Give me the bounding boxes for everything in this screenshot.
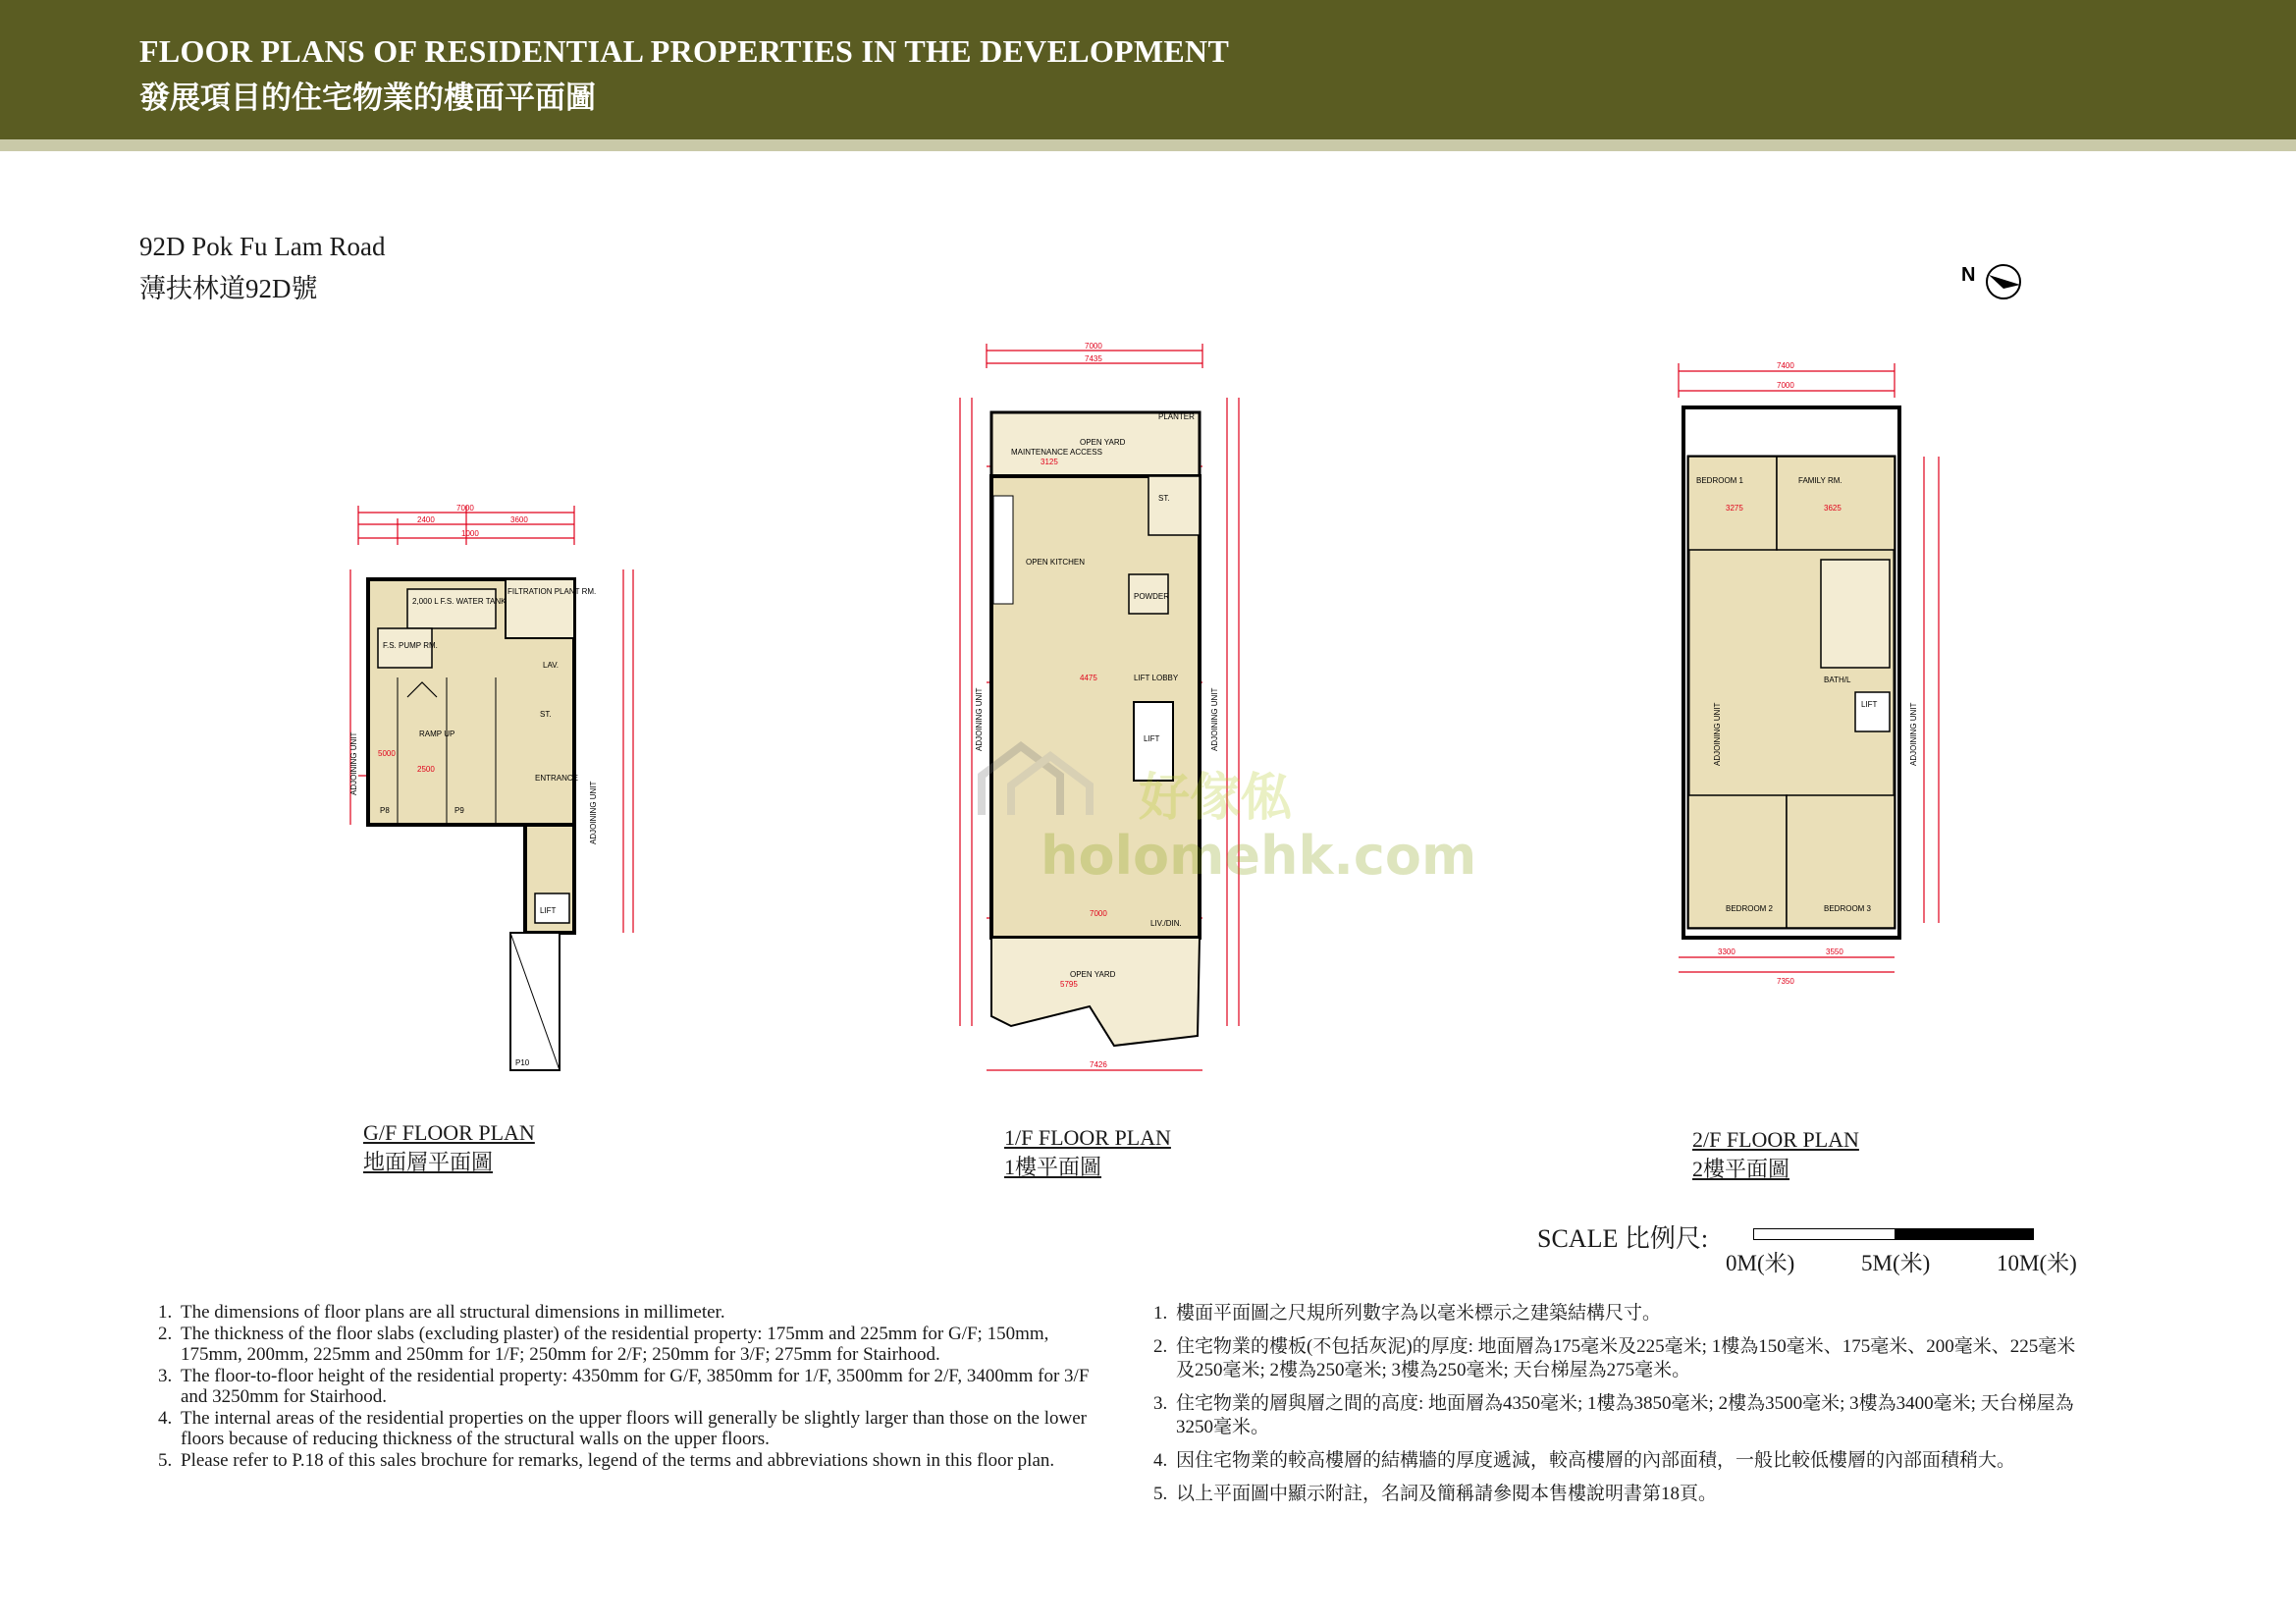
1f-dim-e: 5795 (1060, 980, 1078, 989)
gf-dim-c: 5000 (378, 749, 396, 758)
gf-dim-width: 7000 (456, 504, 474, 513)
notes-english (143, 1302, 1105, 1472)
2f-caption (1692, 1127, 1859, 1183)
1f-adjoining-left: ADJOINING UNIT (975, 687, 984, 751)
2f-dim-d: 3550 (1826, 947, 1843, 956)
note-en-2: 2. The thickness of the floor slabs (excluding plaster) of the residential property: 175mm and 225mm for G/F; 150mm, 175mm, 200mm, 225mm and 250mm for 1/F; 250mm for 2/F; 250mm for 3/F; 275mm for Stairhood. (177, 1324, 1105, 1365)
gf-dim-b: 3600 (510, 515, 528, 524)
2f-room-bedroom-1: BEDROOM 1 (1696, 476, 1744, 485)
gf-adjoining-right: ADJOINING UNIT (589, 781, 598, 844)
2f-room-bath: BATH/L (1824, 676, 1851, 684)
1f-plan-body (991, 412, 1200, 1046)
header-stripe (0, 139, 2296, 151)
header-title-zh: 發展項目的住宅物業的樓面平面圖 (139, 81, 596, 115)
1f-dim-c: 7000 (1090, 909, 1107, 918)
gf-room-water-tank: 2,000 L F.S. WATER TANK (412, 597, 507, 606)
2f-caption-zh: 2樓平面圖 (1692, 1157, 1790, 1181)
2f-dim-c: 3300 (1718, 947, 1735, 956)
gf-caption-zh: 地面層平面圖 (363, 1150, 494, 1174)
note-zh-5: 5. 以上平面圖中顯示附註，名詞及簡稱請參閱本售樓說明書第18頁。 (1172, 1483, 2076, 1506)
gf-room-st: ST. (540, 710, 552, 719)
1f-caption-zh: 1樓平面圖 (1004, 1155, 1102, 1179)
gf-dim-a: 2400 (417, 515, 435, 524)
note-zh-3: 3. 住宅物業的層與層之間的高度: 地面層為4350毫米; 1樓為3850毫米; 2樓為3500毫米; 3樓為3400毫米; 天台梯屋為3250毫米。 (1172, 1392, 2076, 1439)
1f-room-planter: PLANTER (1158, 412, 1195, 421)
address-zh: 薄扶林道92D號 (139, 274, 318, 303)
gf-adjoining-left: ADJOINING UNIT (349, 731, 358, 795)
watermark-en: holomehk.com (1041, 825, 1477, 887)
watermark-zh: 好傢俬 (1139, 769, 1293, 828)
gf-room-p9: P9 (454, 806, 464, 815)
gf-room-pump: F.S. PUMP RM. (383, 641, 438, 650)
1f-room-open-yard-top: OPEN YARD (1080, 438, 1126, 447)
address-en: 92D Pok Fu Lam Road (139, 232, 386, 261)
1f-room-kitchen: OPEN KITCHEN (1026, 558, 1086, 567)
scale-mark-0: 0M(米) (1726, 1251, 1795, 1275)
2f-plan-body (1683, 407, 1899, 938)
note-zh-2: 2. 住宅物業的樓板(不包括灰泥)的厚度: 地面層為175毫米及225毫米; 1樓為150毫米、175毫米、200毫米、225毫米及250毫米; 2樓為250毫米; 3樓為250毫米; 天台梯屋為275毫米。 (1172, 1335, 2076, 1382)
gf-room-p10: P10 (515, 1058, 530, 1067)
1f-dim-overall: 7435 (1085, 354, 1102, 363)
2f-adjoining-right: ADJOINING UNIT (1909, 702, 1918, 766)
2f-dim-b: 3625 (1824, 504, 1842, 513)
1f-dim-a: 3125 (1041, 458, 1058, 466)
note-en-4: 4. The internal areas of the residential properties on the upper floors will generally be slightly larger than those on the lower floors because of reducing thickness of the structural walls on the upper floors. (177, 1408, 1105, 1449)
gf-room-entrance: ENTRANCE (535, 774, 579, 783)
1f-dim-d: 7426 (1090, 1060, 1107, 1069)
scale-bar-fill (1895, 1229, 2034, 1239)
1f-adjoining-right: ADJOINING UNIT (1210, 687, 1219, 751)
scale-label: SCALE 比例尺: (1537, 1224, 1709, 1253)
gf-caption (363, 1120, 535, 1176)
note-en-3: 3. The floor-to-floor height of the residential property: 4350mm for G/F, 3850mm for 1/F, 3500mm for 2/F, 3400mm for 3/F and 3250mm for Stairhood. (177, 1366, 1105, 1407)
watermark (972, 736, 1477, 893)
2f-adjoining-left: ADJOINING UNIT (1713, 702, 1722, 766)
note-en-5: 5. Please refer to P.18 of this sales brochure for remarks, legend of the terms and abbreviations shown in this floor plan. (177, 1450, 1105, 1471)
house-logo-icon (972, 736, 1129, 825)
gf-floor-plan (339, 501, 653, 1075)
2f-room-bedroom-3: BEDROOM 3 (1824, 904, 1872, 913)
1f-room-lift: LIFT (1144, 734, 1160, 743)
scale-mark-5: 5M(米) (1861, 1251, 1931, 1275)
gf-dim-e: 1000 (461, 529, 479, 538)
scale-bar (1753, 1228, 2034, 1240)
1f-room-maintenance: MAINTENANCE ACCESS (1011, 448, 1102, 457)
2f-dim-a: 3275 (1726, 504, 1743, 513)
1f-room-livdin: LIV./DIN. (1150, 919, 1182, 928)
notes-chinese (1139, 1302, 2076, 1516)
note-zh-1: 1. 樓面平面圖之尺規所列數字為以毫米標示之建築結構尺寸。 (1172, 1302, 2076, 1325)
gf-plan-body (368, 579, 574, 1070)
1f-room-open-yard-bottom: OPEN YARD (1070, 970, 1116, 979)
gf-room-lift: LIFT (540, 906, 557, 915)
2f-floor-plan (1659, 353, 1953, 992)
2f-dim-width: 7000 (1777, 381, 1794, 390)
header-title-en: FLOOR PLANS OF RESIDENTIAL PROPERTIES IN THE DEVELOPMENT (139, 33, 1230, 69)
gf-dim-d: 2500 (417, 765, 435, 774)
note-zh-4: 4. 因住宅物業的較高樓層的結構牆的厚度遞減，較高樓層的內部面積，一般比較低樓層的內部面積稍大。 (1172, 1449, 2076, 1473)
2f-room-lift: LIFT (1861, 700, 1878, 709)
north-arrow-icon (1959, 257, 2028, 306)
gf-room-lav: LAV. (543, 661, 560, 670)
gf-room-p8: P8 (380, 806, 390, 815)
1f-caption (1004, 1125, 1171, 1181)
1f-room-lift-lobby: LIFT LOBBY (1134, 674, 1179, 682)
1f-room-st: ST. (1158, 494, 1170, 503)
1f-dim-width: 7000 (1085, 342, 1102, 351)
page-header (0, 0, 2296, 139)
2f-caption-en: 2/F FLOOR PLAN (1692, 1127, 1859, 1152)
1f-room-powder: POWDER (1134, 592, 1169, 601)
2f-room-bedroom-2: BEDROOM 2 (1726, 904, 1774, 913)
1f-floor-plan (933, 339, 1266, 1085)
note-en-1: 1. The dimensions of floor plans are all structural dimensions in millimeter. (177, 1302, 1105, 1323)
2f-dim-overall: 7400 (1777, 361, 1794, 370)
1f-dim-b: 4475 (1080, 674, 1097, 682)
2f-dim-e: 7350 (1777, 977, 1794, 986)
gf-room-filtration: FILTRATION PLANT RM. (507, 587, 597, 596)
2f-room-family: FAMILY RM. (1798, 476, 1842, 485)
gf-room-ramp: RAMP UP (419, 730, 455, 738)
1f-caption-en: 1/F FLOOR PLAN (1004, 1125, 1171, 1150)
north-label: N (1961, 264, 1976, 286)
gf-caption-en: G/F FLOOR PLAN (363, 1120, 535, 1145)
scale-mark-10: 10M(米) (1997, 1251, 2077, 1275)
